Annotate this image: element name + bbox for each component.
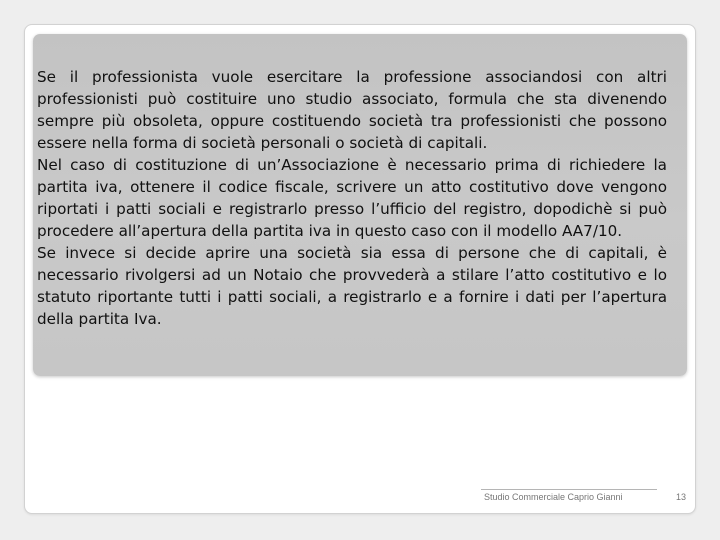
footer-divider	[481, 489, 657, 490]
slide-body-text	[37, 66, 667, 330]
paragraph-associazione-intro: Se il professionista vuole esercitare la professione associandosi con altri professionisti può costituire uno studio associato, formula che sta divenendo sempre più obsoleta, oppure costituendo società tra professionisti che possono essere nella forma di società personali o società di capitali.	[37, 68, 667, 152]
paragraph-societa: Se invece si decide aprire una società sia essa di persone che di capitali, è necessario rivolgersi ad un Notaio che provvederà a stilare l’atto costitutivo e lo statuto riportante tutti i patti sociali, a registrarlo e a fornire i dati per l’apertura della partita Iva.	[37, 244, 667, 328]
paragraph-associazione-steps: Nel caso di costituzione di un’Associazione è necessario prima di richiedere la partita iva, ottenere il codice fiscale, scrivere un atto costitutivo dove vengono riportati i patti sociali e registrarlo presso l’ufficio del registro, dopodichè si può procedere all’apertura della partita iva in questo caso con il modello AA7/10.	[37, 156, 667, 240]
footer-text: Studio Commerciale Caprio Gianni	[484, 492, 623, 502]
page-number: 13	[675, 492, 686, 502]
